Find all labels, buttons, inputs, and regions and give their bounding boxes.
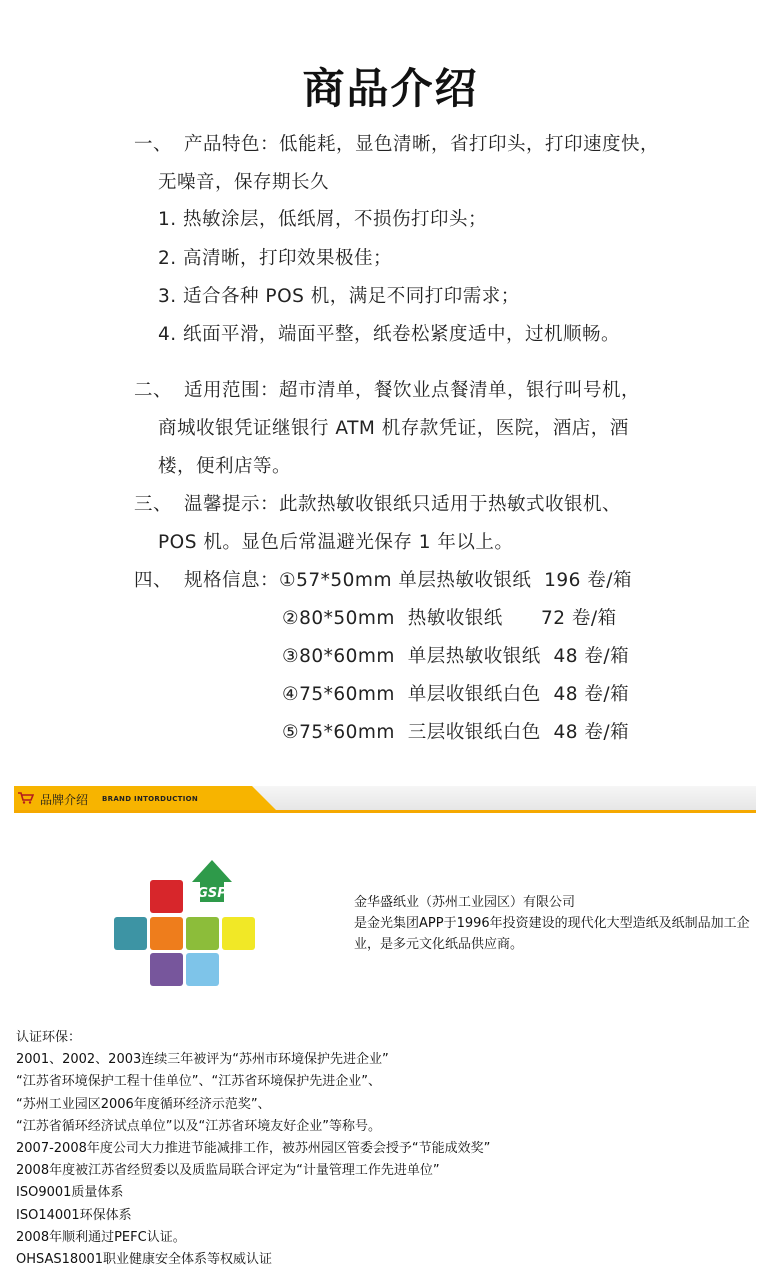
features-heading-line [134, 130, 659, 156]
scope-heading-line [134, 376, 640, 402]
scope-line: 楼，便利店等。 [158, 456, 292, 477]
certification-line: ISO9001质量体系 [16, 1185, 124, 1201]
certification-heading: 认证环保： [16, 1030, 82, 1045]
company-logo [112, 860, 262, 990]
banner-title-cn: 品牌介绍 [40, 793, 89, 807]
tips-heading-line [134, 490, 621, 516]
spec-item: ⑤75*60mm 三层收银纸白色 48 卷/箱 [282, 722, 630, 743]
section-label: 产品特色： [184, 134, 280, 155]
section-label: 温馨提示： [184, 494, 280, 515]
section-text: 低能耗，显色清晰，省打印头，打印速度快， [279, 134, 660, 155]
certification-line: 2008年顺利通过PEFC认证。 [16, 1229, 186, 1245]
feature-item: 1. 热敏涂层，低纸屑，不损伤打印头； [158, 209, 488, 230]
specs-heading-line [134, 566, 632, 592]
svg-text:GSP: GSP [197, 886, 227, 901]
logo-gsp-arrow [192, 860, 232, 902]
section-text: 超市清单，餐饮业点餐清单，银行叫号机， [279, 380, 641, 401]
features-continuation: 无噪音，保存期长久 [158, 172, 330, 193]
brand-banner [14, 786, 756, 816]
spec-item: ③80*60mm 单层热敏收银纸 48 卷/箱 [282, 646, 630, 667]
certification-line: “江苏省环境保护工程十佳单位”、“江苏省环境保护先进企业”、 [16, 1074, 381, 1090]
company-description: 是金光集团APP于1996年投资建设的现代化大型造纸及纸制品加工企业，是多元文化纸品供应商。 [354, 916, 750, 952]
section-number: 一、 [134, 134, 173, 155]
section-number: 三、 [134, 494, 173, 515]
cart-icon [18, 792, 34, 804]
page-title: 商品介绍 [302, 64, 479, 113]
certification-line: 2008年度被江苏省经贸委以及质监局联合评定为“计量管理工作先进单位” [16, 1163, 440, 1179]
section-label: 适用范围： [184, 380, 280, 401]
section-text: 此款热敏收银纸只适用于热敏式收银机、 [279, 494, 622, 515]
certification-line: “江苏省循环经济试点单位”以及“江苏省环境友好企业”等称号。 [16, 1118, 381, 1134]
certification-line: OHSAS18001职业健康安全体系等权威认证 [16, 1252, 273, 1268]
banner-underline [14, 810, 756, 813]
spec-item: ①57*50mm 单层热敏收银纸 196 卷/箱 [279, 570, 633, 591]
certification-list [16, 1027, 490, 1271]
company-info [354, 892, 764, 955]
certification-line: 2001、2002、2003连续三年被评为“苏州市环境保护先进企业” [16, 1052, 389, 1068]
feature-item: 3. 适合各种 POS 机，满足不同打印需求； [158, 286, 520, 307]
feature-item: 2. 高清晰，打印效果极佳； [158, 248, 393, 269]
section-number: 二、 [134, 380, 173, 401]
banner-title-en: BRAND INTORDUCTION [102, 795, 199, 803]
certification-line: “苏州工业园区2006年度循环经济示范奖”、 [16, 1096, 271, 1112]
section-number: 四、 [134, 570, 173, 591]
company-name: 金华盛纸业（苏州工业园区）有限公司 [354, 895, 576, 910]
spec-item: ②80*50mm 热敏收银纸 72 卷/箱 [282, 608, 617, 629]
scope-line: 商城收银凭证继银行 ATM 机存款凭证，医院，酒店，酒 [158, 418, 629, 439]
certification-line: 2007-2008年度公司大力推进节能减排工作，被苏州园区管委会授予“节能成效奖” [16, 1141, 491, 1157]
feature-item: 4. 纸面平滑，端面平整，纸卷松紧度适中，过机顺畅。 [158, 324, 621, 345]
spec-item: ④75*60mm 单层收银纸白色 48 卷/箱 [282, 684, 630, 705]
section-label: 规格信息： [184, 570, 280, 591]
certification-line: ISO14001环保体系 [16, 1207, 132, 1223]
tips-continuation: POS 机。显色后常温避光保存 1 年以上。 [158, 532, 514, 553]
